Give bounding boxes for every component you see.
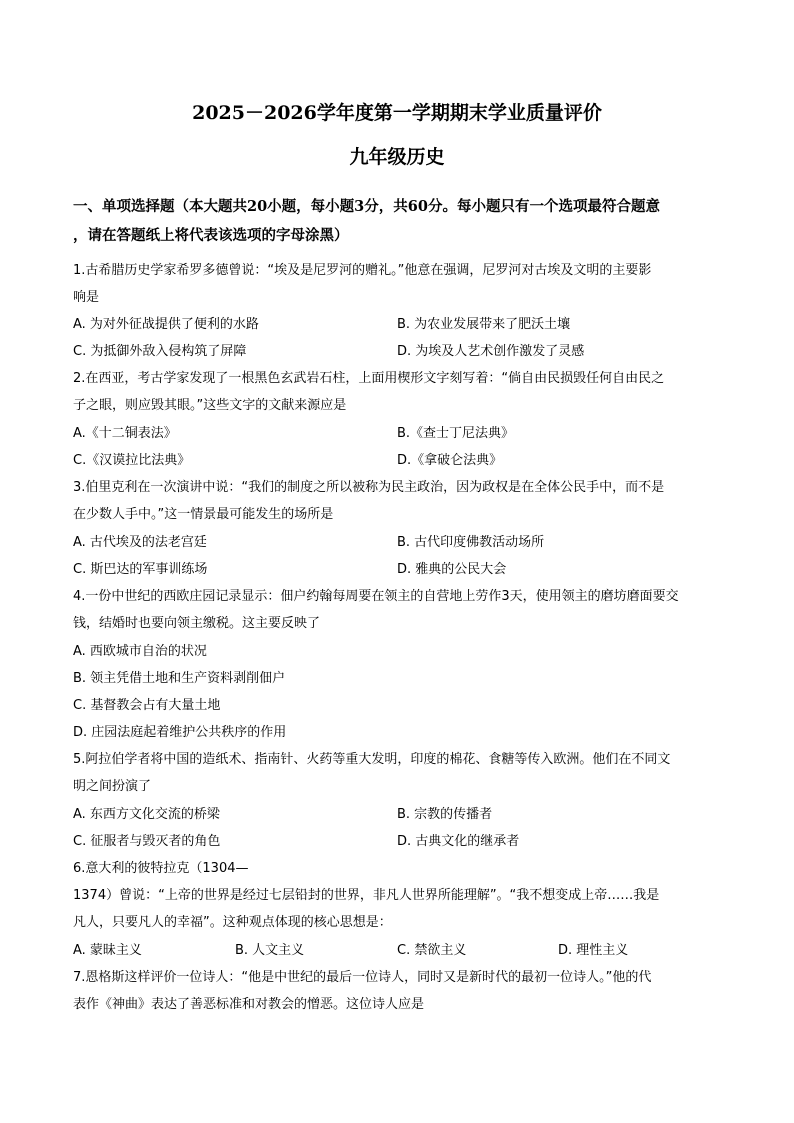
question-6-option-c: C. 禁欲主义	[397, 943, 467, 958]
question-3-option-d: D. 雅典的公民大会	[397, 562, 507, 577]
question-5-option-b: B. 宗教的传播者	[397, 807, 493, 822]
question-4-text: 4.一份中世纪的西欧庄园记录显示：佃户约翰每周要在领主的自营地上劳作3天，使用领主的磨坊磨面要交	[73, 589, 679, 604]
question-3-text: 3.伯里克利在一次演讲中说：“我们的制度之所以被称为民主政治，因为政权是在全体公民手中，而不是	[73, 480, 665, 495]
question-6-option-d: D. 理性主义	[558, 943, 629, 958]
question-5-option-a: A. 东西方文化交流的桥梁	[73, 807, 220, 822]
question-5-option-d: D. 古典文化的继承者	[397, 834, 520, 849]
question-4-option-b: B. 领主凭借土地和生产资料剥削佃户	[73, 671, 286, 686]
question-2-option-d: D.《拿破仑法典》	[397, 453, 503, 468]
question-2-option-b: B.《查士丁尼法典》	[397, 426, 515, 441]
question-1-option-c: C. 为抵御外敌入侵构筑了屏障	[73, 344, 247, 359]
question-5-option-c: C. 征服者与毁灭者的角色	[73, 834, 221, 849]
question-2-option-a: A.《十二铜表法》	[73, 426, 177, 441]
question-3-text: 在少数人手中。”这一情景最可能发生的场所是	[73, 507, 334, 522]
question-5-text: 明之间扮演了	[73, 779, 152, 794]
question-3-option-c: C. 斯巴达的军事训练场	[73, 562, 208, 577]
section-heading	[73, 192, 733, 250]
question-1-option-b: B. 为农业发展带来了肥沃土壤	[397, 317, 571, 332]
question-1-option-a: A. 为对外征战提供了便利的水路	[73, 317, 259, 332]
question-3-option-a: A. 古代埃及的法老宫廷	[73, 535, 207, 550]
question-7-text: 7.恩格斯这样评价一位诗人：“他是中世纪的最后一位诗人，同时又是新时代的最初一位诗人。”他的代	[73, 970, 652, 985]
section-heading-line: 一、单项选择题（本大题共20小题，每小题3分，共60分。每小题只有一个选项最符合题意	[73, 198, 660, 215]
question-4-text: 钱，结婚时也要向领主缴税。这主要反映了	[73, 616, 321, 631]
question-1-text: 1.古希腊历史学家希罗多德曾说：“埃及是尼罗河的赠礼。”他意在强调，尼罗河对古埃及文明的主要影	[73, 263, 652, 278]
question-6-text: 6.意大利的彼特拉克（1304—	[73, 861, 249, 876]
question-5-text: 5.阿拉伯学者将中国的造纸术、指南针、火药等重大发明，印度的棉花、食糖等传入欧洲。他们在不同文	[73, 752, 671, 767]
question-2-option-c: C.《汉谟拉比法典》	[73, 453, 191, 468]
question-6-text: 1374）曾说：“上帝的世界是经过七层铅封的世界，非凡人世界所能理解”。“我不想变成上帝……我是	[73, 888, 660, 903]
question-4-option-d: D. 庄园法庭起着维护公共秩序的作用	[73, 725, 287, 740]
section-heading-line: ，请在答题纸上将代表该选项的字母涂黑）	[73, 227, 349, 244]
question-6-option-b: B. 人文主义	[235, 943, 305, 958]
question-1-option-d: D. 为埃及人艺术创作激发了灵感	[397, 344, 585, 359]
question-6-option-a: A. 蒙昧主义	[73, 943, 142, 958]
exam-subtitle: 九年级历史	[349, 146, 445, 168]
question-4-option-c: C. 基督教会占有大量土地	[73, 698, 221, 713]
question-7-text: 表作《神曲》表达了善恶标准和对教会的憎恶。这位诗人应是	[73, 997, 425, 1012]
question-2-text: 子之眼，则应毁其眼。”这些文字的文献来源应是	[73, 398, 347, 413]
question-2-text: 2.在西亚，考古学家发现了一根黑色玄武岩石柱，上面用楔形文字刻写着：“倘自由民损毁任何自由民之	[73, 371, 665, 386]
question-1-text: 响是	[73, 290, 100, 305]
question-3-option-b: B. 古代印度佛教活动场所	[397, 535, 545, 550]
question-6-text: 凡人，只要凡人的幸福”。这种观点体现的核心思想是：	[73, 915, 392, 930]
exam-title: 2025－2026学年度第一学期期末学业质量评价	[192, 102, 602, 124]
question-4-option-a: A. 西欧城市自治的状况	[73, 644, 207, 659]
